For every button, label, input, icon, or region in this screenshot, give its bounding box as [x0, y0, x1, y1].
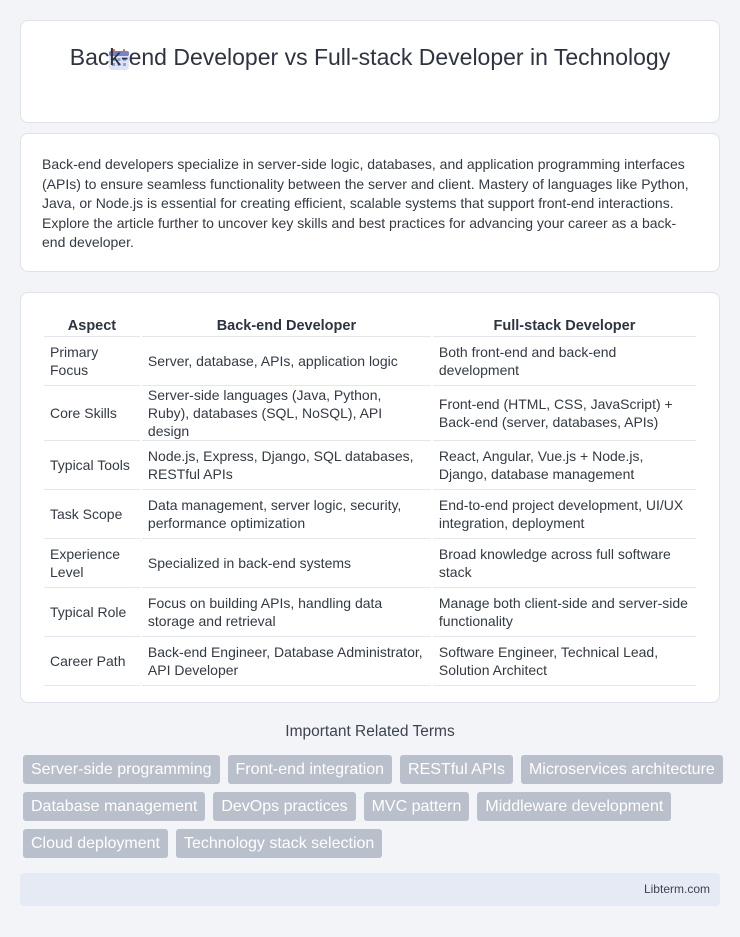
header-aspect: Aspect — [44, 315, 140, 337]
related-term-tag[interactable]: Technology stack selection — [176, 829, 382, 858]
row-back-end: Server, database, APIs, application logic — [142, 337, 431, 386]
table-header-row — [44, 315, 696, 337]
row-aspect: Task Scope — [44, 490, 140, 539]
row-back-end: Node.js, Express, Django, SQL databases, RESTful APIs — [142, 441, 431, 490]
row-back-end: Focus on building APIs, handling data storage and retrieval — [142, 588, 431, 637]
table-row — [44, 490, 696, 539]
related-terms-heading: Important Related Terms — [285, 723, 455, 740]
comparison-card — [20, 292, 720, 703]
row-aspect: Core Skills — [44, 386, 140, 441]
related-term-tag[interactable]: Cloud deployment — [23, 829, 168, 858]
table-row — [44, 441, 696, 490]
table-row — [44, 539, 696, 588]
row-aspect: Primary Focus — [44, 337, 140, 386]
row-full-stack: Broad knowledge across full software stack — [433, 539, 696, 588]
row-full-stack: Manage both client-side and server-side functionality — [433, 588, 696, 637]
related-term-tag[interactable]: Middleware development — [477, 792, 671, 821]
row-back-end: Data management, server logic, security, performance optimization — [142, 490, 431, 539]
row-aspect: Typical Tools — [44, 441, 140, 490]
intro-paragraph: Back-end developers specialize in server-side logic, databases, and application programming interfaces (APIs) to ensure seamless functionality between the server and client. Mastery of languages like Python, Java, or Node.js is essential for creating efficient, scalable systems that support front-end interactions. Explore the article further to uncover key skills and best practices for advancing your career as a back-end developer. — [42, 156, 689, 251]
table-row — [44, 337, 696, 386]
table-row — [44, 386, 696, 441]
footer-bar — [20, 873, 720, 906]
table-row — [44, 637, 696, 686]
row-aspect: Career Path — [44, 637, 140, 686]
row-full-stack: Front-end (HTML, CSS, JavaScript) + Back-end (server, databases, APIs) — [433, 386, 696, 441]
intro-card — [20, 133, 720, 272]
footer-site-link[interactable]: Libterm.com — [643, 882, 710, 896]
row-full-stack: End-to-end project development, UI/UX integration, deployment — [433, 490, 696, 539]
header-full-stack: Full-stack Developer — [433, 315, 696, 337]
related-term-tag[interactable]: DevOps practices — [213, 792, 355, 821]
row-full-stack: Software Engineer, Technical Lead, Solution Architect — [433, 637, 696, 686]
row-full-stack: Both front-end and back-end development — [433, 337, 696, 386]
related-term-tag[interactable]: MVC pattern — [364, 792, 470, 821]
title-card — [20, 20, 720, 123]
row-back-end: Specialized in back-end systems — [142, 539, 431, 588]
table-row — [44, 588, 696, 637]
row-back-end: Back-end Engineer, Database Administrator, API Developer — [142, 637, 431, 686]
related-terms-list — [23, 755, 723, 858]
comparison-table — [42, 315, 698, 686]
row-aspect: Typical Role — [44, 588, 140, 637]
header-back-end: Back-end Developer — [142, 315, 431, 337]
related-term-tag[interactable]: Microservices architecture — [521, 755, 723, 784]
related-term-tag[interactable]: Server-side programming — [23, 755, 220, 784]
page-title: Back-end Developer vs Full-stack Developer in Technology — [69, 44, 671, 70]
related-term-tag[interactable]: RESTful APIs — [400, 755, 513, 784]
row-full-stack: React, Angular, Vue.js + Node.js, Django, database management — [433, 441, 696, 490]
row-aspect: Experience Level — [44, 539, 140, 588]
row-back-end: Server-side languages (Java, Python, Ruby), databases (SQL, NoSQL), API design — [142, 386, 431, 441]
related-term-tag[interactable]: Database management — [23, 792, 205, 821]
related-term-tag[interactable]: Front-end integration — [228, 755, 393, 784]
